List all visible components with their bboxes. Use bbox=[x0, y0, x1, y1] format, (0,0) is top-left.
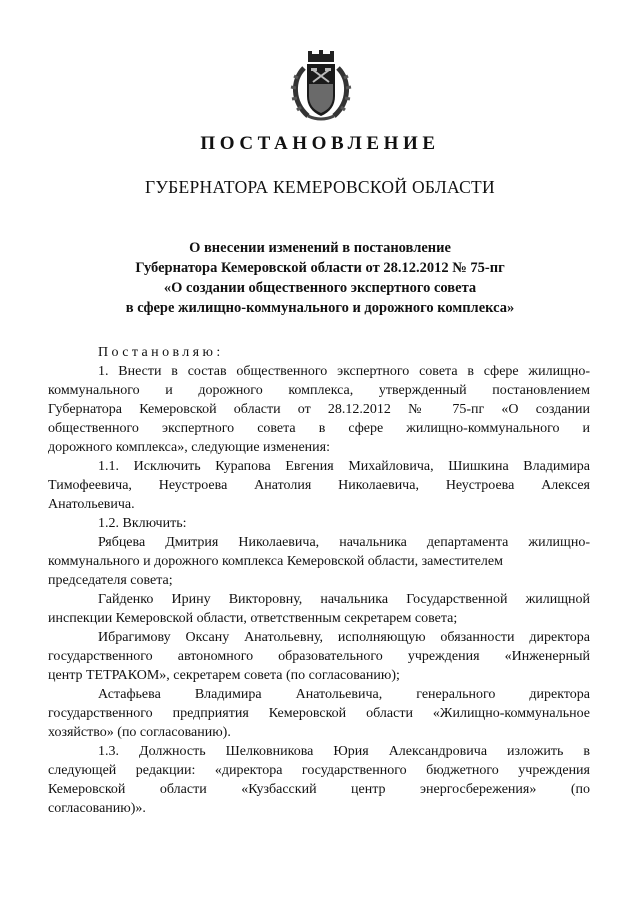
coat-of-arms-icon bbox=[290, 50, 352, 122]
body-line: 1.3. Должность Шелковникова Юрия Александровича изложить в bbox=[98, 744, 590, 759]
document-title: ПОСТАНОВЛЕНИЕ bbox=[200, 133, 440, 154]
body-line: 1. Внести в состав общественного экспертного совета в сфере жилищно- bbox=[98, 364, 590, 379]
body-line: дорожного комплекса», следующие изменения: bbox=[48, 440, 330, 455]
body-line: центр ТЕТРАКОМ», секретарем совета (по согласованию); bbox=[48, 668, 400, 683]
body-line: следующей редакции: «директора государственного бюджетного учреждения bbox=[48, 763, 590, 778]
body-line: Кемеровской области «Кузбасский центр энергосбережения» (по bbox=[48, 782, 590, 797]
body-line: общественного экспертного совета в сфере жилищно-коммунального и bbox=[48, 421, 590, 436]
body-line: Ибрагимову Оксану Анатольевну, исполняющую обязанности директора bbox=[98, 630, 590, 645]
body-line: Гайденко Ирину Викторовну, начальника Государственной жилищной bbox=[98, 592, 590, 607]
body-line: Анатольевича. bbox=[48, 497, 135, 512]
body-line: коммунального и дорожного комплекса Кемеровской области, заместителем bbox=[48, 554, 503, 569]
body-line: коммунального и дорожного комплекса, утвержденный постановлением bbox=[48, 383, 590, 398]
body-line: 1.2. Включить: bbox=[98, 516, 187, 531]
body-line: Губернатора Кемеровской области от 28.12.2012 № 75-пг «О создании bbox=[48, 402, 590, 417]
body-line: Астафьева Владимира Анатольевича, генерального директора bbox=[98, 687, 590, 702]
body-line: инспекции Кемеровской области, ответственным секретарем совета; bbox=[48, 611, 458, 626]
heading-line: О внесении изменений в постановление bbox=[189, 240, 451, 256]
heading-line: Губернатора Кемеровской области от 28.12.2012 № 75-пг bbox=[135, 260, 505, 276]
body-line: государственного автономного образовательного учреждения «Инженерный bbox=[48, 649, 590, 664]
body-line: хозяйство» (по согласованию). bbox=[48, 725, 231, 740]
decree-heading bbox=[0, 238, 640, 318]
heading-line: в сфере жилищно-коммунального и дорожного комплекса» bbox=[125, 300, 515, 316]
decree-body bbox=[48, 343, 590, 818]
body-line: Тимофеевича, Неустроева Анатолия Николаевича, Неустроева Алексея bbox=[48, 478, 590, 493]
body-line: председателя совета; bbox=[48, 573, 173, 588]
body-line: 1.1. Исключить Курапова Евгения Михайловича, Шишкина Владимира bbox=[98, 459, 590, 474]
decree-word: Постановляю: bbox=[98, 345, 224, 360]
body-line: государственного предприятия Кемеровской области «Жилищно-коммунальное bbox=[48, 706, 590, 721]
body-line: согласованию)». bbox=[48, 801, 146, 816]
heading-line: «О создании общественного экспертного совета bbox=[163, 280, 477, 296]
body-line: Рябцева Дмитрия Николаевича, начальника департамента жилищно- bbox=[98, 535, 590, 550]
document-subtitle: ГУБЕРНАТОРА КЕМЕРОВСКОЙ ОБЛАСТИ bbox=[145, 177, 495, 197]
